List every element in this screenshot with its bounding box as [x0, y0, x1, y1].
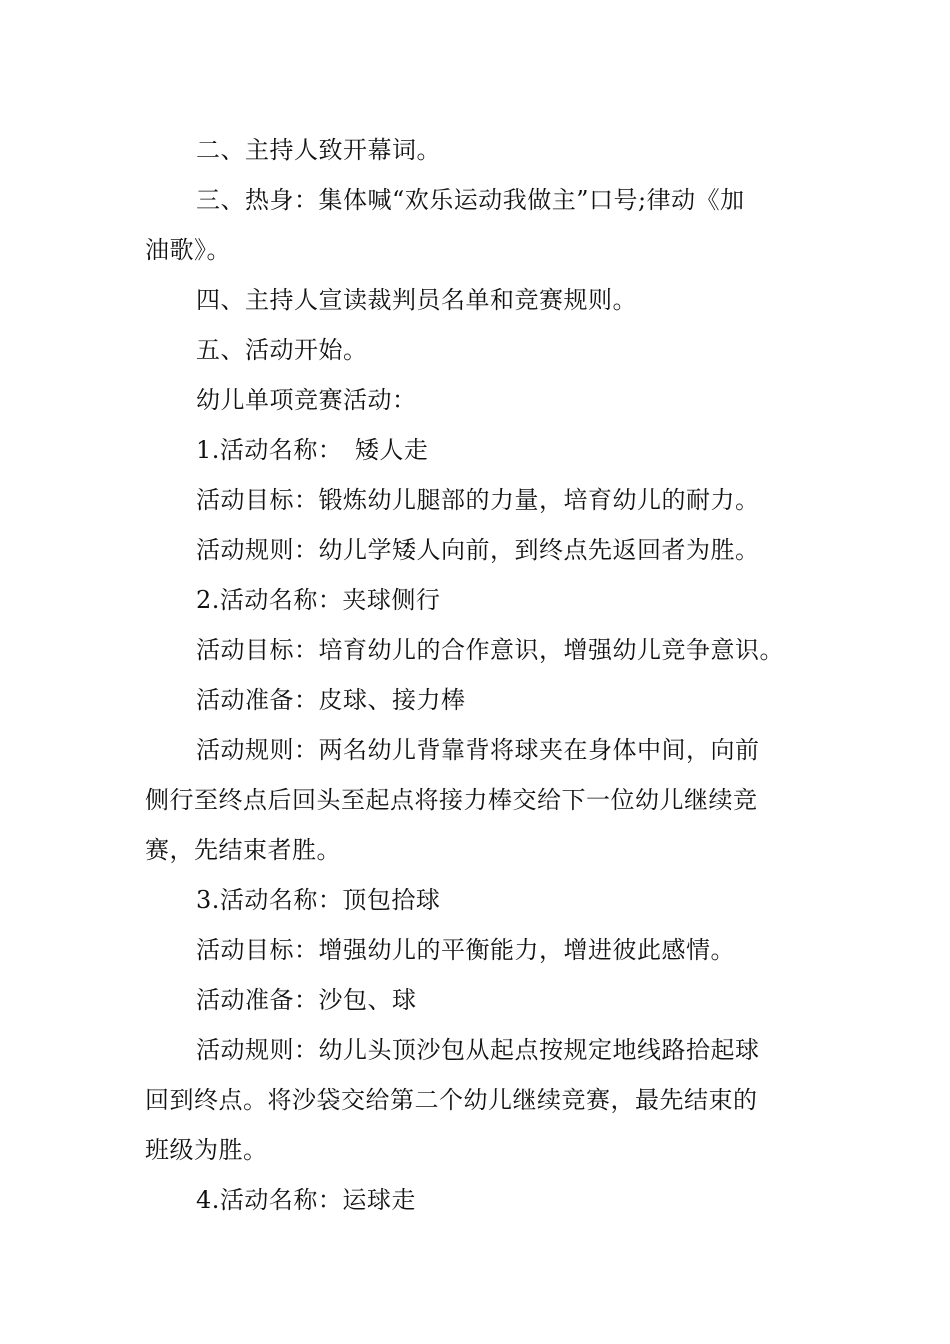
paragraph-line: 侧行至终点后回头至起点将接力棒交给下一位幼儿继续竞 [145, 786, 758, 814]
activity-goal: 活动目标：增强幼儿的平衡能力，增进彼此感情。 [196, 936, 735, 964]
paragraph-line: 赛，先结束者胜。 [145, 836, 341, 864]
activity-name: 4.活动名称：运球走 [196, 1186, 416, 1214]
paragraph-line: 五、活动开始。 [196, 336, 368, 364]
paragraph-line: 四、主持人宣读裁判员名单和竞赛规则。 [196, 286, 637, 314]
paragraph-line: 二、主持人致开幕词。 [196, 136, 441, 164]
activity-name: 1.活动名称： 矮人走 [196, 436, 429, 464]
activity-prep: 活动准备：皮球、接力棒 [196, 686, 466, 714]
section-heading: 幼儿单项竞赛活动： [196, 386, 417, 414]
activity-rule: 活动规则：幼儿头顶沙包从起点按规定地线路拾起球 [196, 1036, 760, 1064]
activity-goal: 活动目标：锻炼幼儿腿部的力量，培育幼儿的耐力。 [196, 486, 760, 514]
paragraph-line: 回到终点。将沙袋交给第二个幼儿继续竞赛，最先结束的 [145, 1086, 758, 1114]
paragraph-line: 油歌》。 [145, 236, 231, 264]
activity-name: 2.活动名称：夹球侧行 [196, 586, 441, 614]
activity-prep: 活动准备：沙包、球 [196, 986, 417, 1014]
paragraph-line: 班级为胜。 [145, 1136, 268, 1164]
activity-rule: 活动规则：两名幼儿背靠背将球夹在身体中间，向前 [196, 736, 760, 764]
activity-goal: 活动目标：培育幼儿的合作意识，增强幼儿竞争意识。 [196, 636, 784, 664]
activity-rule: 活动规则：幼儿学矮人向前，到终点先返回者为胜。 [196, 536, 760, 564]
activity-name: 3.活动名称：顶包拾球 [196, 886, 441, 914]
paragraph-line: 三、热身：集体喊“欢乐运动我做主”口号;律动《加 [196, 186, 745, 214]
